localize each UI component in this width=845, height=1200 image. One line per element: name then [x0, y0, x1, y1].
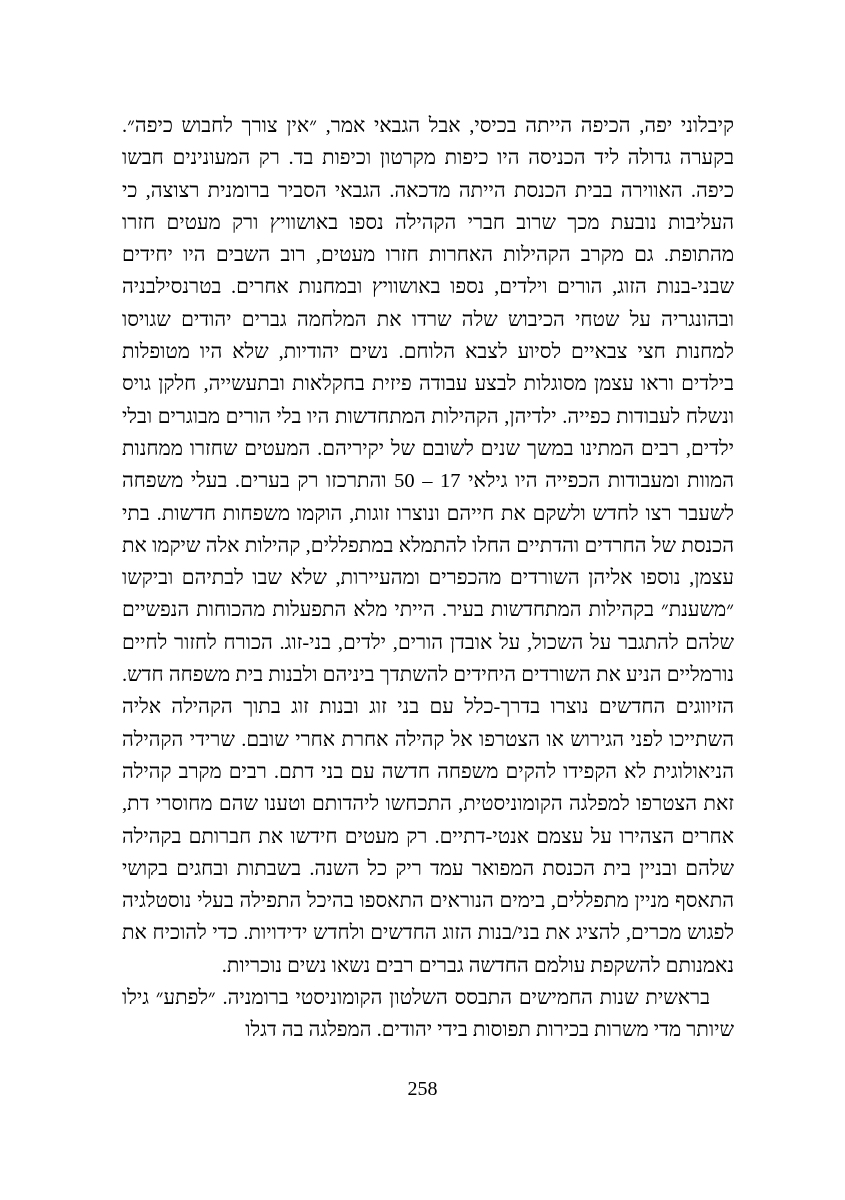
paragraph-2: בראשית שנות החמישים התבסס השלטון הקומוניסטי ברומניה. ״לפתע״ גילו שיותר מדי משרות בכירות תפוסות בידי יהודים. המפלגה בה דגלו: [122, 987, 734, 1042]
page-number: 258: [407, 1078, 438, 1100]
paragraph-1: קיבלוני יפה, הכיפה הייתה בכיסי, אבל הגבאי אמר, ״אין צורך לחבוש כיפה״. בקערה גדולה ליד הכניסה היו כיפות מקרטון וכיפות בד. רק המעונינים חבשו כיפה. האווירה בבית הכנסת הייתה מדכאה. הגבאי הסביר ברומנית רצוצה, כי העליבות נובעת מכך שרוב חברי הקהילה נספו באושוויץ ורק מעטים חזרו מהתופת. גם מקרב הקהילות האחרות חזרו מעטים, רוב השבים היו יחידים שבני-בנות הזוג, הורים וילדים, נספו באושוויץ ובמחנות אחרים. בטרנסילבניה ובהונגריה על שטחי הכיבוש שלה שרדו את המלחמה גברים יהודים שגויסו למחנות חצי צבאיים לסיוע לצבא הלוחם. נשים יהודיות, שלא היו מטופלות בילדים וראו עצמן מסוגלות לבצע עבודה פיזית בחקלאות ובתעשייה, חלקן גויס ונשלח לעבודות כפייה. ילדיהן, הקהילות המתחדשות היו בלי הורים מבוגרים ובלי ילדים, רבים המתינו במשך שנים לשובם של יקיריהם. המעטים שחזרו ממחנות המוות ומעבודות הכפייה היו גילאי 17 – 50 והתרכזו רק בערים. בעלי משפחה לשעבר רצו לחדש ולשקם את חייהם ונוצרו זוגות, הוקמו משפחות חדשות. בתי הכנסת של החרדים והדתיים החלו להתמלא במתפללים, קהילות אלה שיקמו את עצמן, נוספו אליהן השורדים מהכפרים ומהעיירות, שלא שבו לבתיהם וביקשו ״משענת״ בקהילות המתחדשות בעיר. הייתי מלא התפעלות מהכוחות הנפשיים שלהם להתגבר על השכול, על אובדן הורים, ילדים, בני-זוג. הכורח לחזור לחיים נורמליים הניע את השורדים היחידים להשתדך ביניהם ולבנות בית משפחה חדש. הזיווגים החדשים נוצרו בדרך-כלל עם בני זוג ובנות זוג בתוך הקהילה אליה השתייכו לפני הגירוש או הצטרפו אל קהילה אחרת אחרי שובם. שרידי הקהילה הניאולוגית לא הקפידו להקים משפחה חדשה עם בני דתם. רבים מקרב קהילה זאת הצטרפו למפלגה הקומוניסטית, התכחשו ליהדותם וטענו שהם מחוסרי דת, אחרים הצהירו על עצמם אנטי-דתיים. רק מעטים חידשו את חברותם בקהילה שלהם ובניין בית הכנסת המפואר עמד ריק כל השנה. בשבתות ובחגים בקושי התאסף מניין מתפללים, בימים הנוראים התאספו בהיכל התפילה בעלי נוסטלגיה לפגוש מכרים, להציג את בני/בנות הזוג החדשים ולחדש ידידויות. כדי להוכיח את נאמנותם להשקפת עולמם החדשה גברים רבים נשאו נשים נוכריות.: [122, 115, 735, 977]
body-text: [122, 110, 734, 1047]
